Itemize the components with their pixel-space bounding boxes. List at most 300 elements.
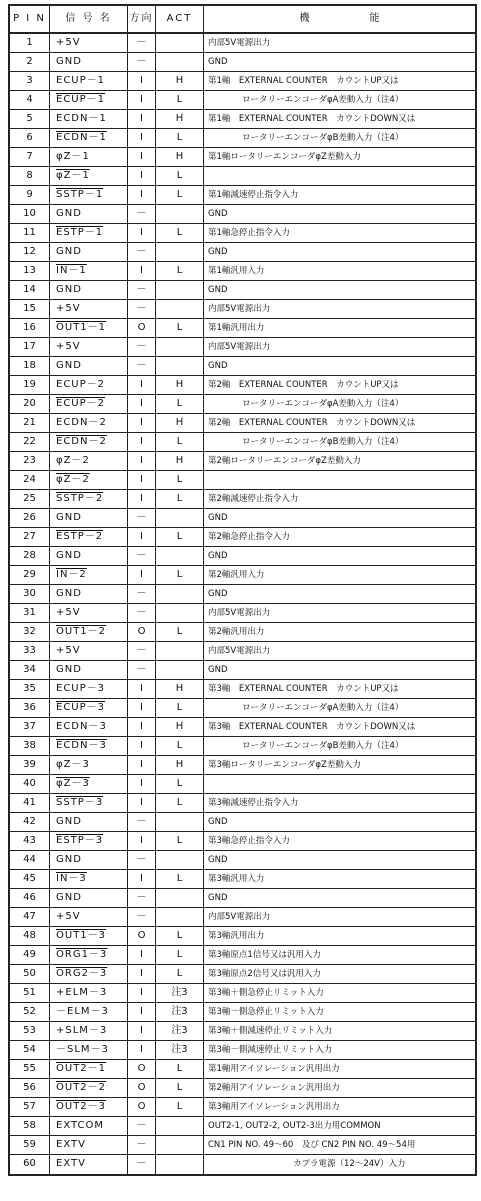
cell-signal [50,452,128,470]
cell-signal [50,946,128,964]
signal-name: OUT1－3 [56,930,107,941]
cell-act: L [156,965,204,983]
cell-signal [50,110,128,128]
cell-direction: － [128,547,156,565]
cell-act: L [156,319,204,337]
cell-act [156,889,204,907]
cell-function: 内部5V電源出力 [204,338,477,356]
signal-name: +SLM－3 [56,1025,108,1036]
table-row [8,186,477,205]
table-row [8,680,477,699]
cell-pin: 18 [8,357,50,375]
cell-function: 第3軸原点2信号又は汎用入力 [204,965,477,983]
table-row [8,1041,477,1060]
cell-function: 第2軸用アイソレーション汎用出力 [204,1079,477,1097]
cell-act: L [156,471,204,489]
cell-signal [50,1060,128,1078]
cell-signal [50,1079,128,1097]
signal-name: SSTP－1 [56,189,104,200]
signal-name: ESTP－1 [56,227,104,238]
cell-signal [50,756,128,774]
cell-signal [50,566,128,584]
table-row [8,699,477,718]
table-row [8,642,477,661]
signal-name: ECUP－3 [56,683,106,694]
cell-direction: I [128,737,156,755]
cell-signal [50,53,128,71]
cell-function: 第1軸急停止指令入力 [204,224,477,242]
cell-pin: 32 [8,623,50,641]
cell-pin: 15 [8,300,50,318]
cell-pin: 56 [8,1079,50,1097]
table-row [8,376,477,395]
signal-name: ESTP－3 [56,835,104,846]
cell-signal [50,72,128,90]
table-row [8,471,477,490]
cell-act [156,300,204,318]
cell-act [156,53,204,71]
cell-direction: － [128,338,156,356]
cell-function: 第3軸 EXTERNAL COUNTER カウントUP又は [204,680,477,698]
table-row [8,34,477,53]
cell-signal [50,281,128,299]
cell-pin: 29 [8,566,50,584]
cell-act: L [156,528,204,546]
cell-act: L [156,1079,204,1097]
cell-pin: 21 [8,414,50,432]
cell-function: GND [204,53,477,71]
header-signal: 信 号 名 [50,6,128,32]
cell-signal [50,737,128,755]
cell-pin: 43 [8,832,50,850]
cell-direction: － [128,585,156,603]
table-row [8,832,477,851]
table-row [8,870,477,889]
cell-act [156,661,204,679]
cell-signal [50,718,128,736]
cell-function: ロータリーエンコーダφA差動入力（注4） [204,91,477,109]
cell-signal [50,509,128,527]
cell-pin: 22 [8,433,50,451]
signal-name: IN－3 [56,873,87,884]
table-row [8,395,477,414]
cell-direction: I [128,718,156,736]
table-row [8,965,477,984]
cell-signal [50,338,128,356]
signal-name: ECDN－1 [56,113,107,124]
cell-act [156,585,204,603]
cell-signal [50,224,128,242]
cell-function [204,775,477,793]
cell-signal [50,129,128,147]
table-row [8,813,477,832]
table-row [8,72,477,91]
signal-name: ECDN－2 [56,417,107,428]
cell-act: L [156,870,204,888]
cell-act [156,851,204,869]
cell-act: L [156,129,204,147]
signal-name: +5V [56,303,81,314]
table-row [8,1079,477,1098]
cell-function: 第2軸汎用出力 [204,623,477,641]
cell-direction: I [128,699,156,717]
cell-direction: － [128,1136,156,1154]
signal-name: +5V [56,645,81,656]
cell-signal [50,889,128,907]
cell-function: 第1軸減速停止指令入力 [204,186,477,204]
cell-function: 第3軸減速停止指令入力 [204,794,477,812]
cell-pin: 27 [8,528,50,546]
table-row [8,452,477,471]
cell-signal [50,1136,128,1154]
cell-pin: 14 [8,281,50,299]
cell-signal [50,395,128,413]
cell-act [156,34,204,52]
cell-direction: I [128,262,156,280]
cell-signal [50,433,128,451]
cell-signal [50,813,128,831]
table-row [8,851,477,870]
signal-name: SSTP－2 [56,493,104,504]
cell-function: 第1軸ロータリーエンコーダφZ差動入力 [204,148,477,166]
signal-name: ECUP－1 [56,94,106,105]
signal-name: ESTP－2 [56,531,104,542]
table-row [8,585,477,604]
table-row [8,1060,477,1079]
cell-act [156,604,204,622]
cell-direction: － [128,243,156,261]
cell-act [156,1136,204,1154]
cell-act [156,357,204,375]
cell-pin: 45 [8,870,50,888]
cell-function: GND [204,281,477,299]
cell-pin: 38 [8,737,50,755]
signal-name: ECUP－2 [56,398,106,409]
cell-pin: 34 [8,661,50,679]
cell-act [156,813,204,831]
signal-name: EXTCOM [56,1120,104,1131]
cell-pin: 19 [8,376,50,394]
cell-direction: I [128,129,156,147]
table-row [8,300,477,319]
cell-act: L [156,699,204,717]
table-row [8,718,477,737]
cell-pin: 28 [8,547,50,565]
cell-direction: O [128,1098,156,1116]
cell-pin: 6 [8,129,50,147]
signal-name: －ELM－3 [56,1006,109,1017]
cell-function: ロータリーエンコーダφB差動入力（注4） [204,129,477,147]
cell-direction: － [128,34,156,52]
cell-direction: － [128,509,156,527]
signal-name: OUT2－1 [56,1063,107,1074]
cell-direction: I [128,490,156,508]
cell-function: 内部5V電源出力 [204,34,477,52]
table-row [8,946,477,965]
cell-pin: 37 [8,718,50,736]
cell-signal [50,547,128,565]
cell-function: 第1軸 EXTERNAL COUNTER カウントDOWN又は [204,110,477,128]
cell-act: L [156,433,204,451]
pin-assignment-table [8,4,477,1176]
cell-pin: 16 [8,319,50,337]
cell-function: GND [204,547,477,565]
cell-direction: I [128,965,156,983]
cell-function: カプラ電源（12～24V）入力 [204,1155,477,1174]
cell-direction: I [128,376,156,394]
cell-direction: － [128,281,156,299]
cell-direction: I [128,452,156,470]
cell-function: ロータリーエンコーダφA差動入力（注4） [204,699,477,717]
cell-pin: 36 [8,699,50,717]
table-row [8,490,477,509]
cell-pin: 53 [8,1022,50,1040]
table-row [8,205,477,224]
cell-act: L [156,1060,204,1078]
cell-pin: 46 [8,889,50,907]
cell-signal [50,243,128,261]
signal-name: ECDN－1 [56,132,107,143]
cell-signal [50,471,128,489]
cell-pin: 20 [8,395,50,413]
signal-name: IN－1 [56,265,87,276]
signal-name: φZ－2 [56,455,90,466]
cell-direction: I [128,1003,156,1021]
signal-name: GND [56,512,82,523]
cell-function: GND [204,851,477,869]
cell-pin: 55 [8,1060,50,1078]
cell-function: CN1 PIN NO. 49～60 及び CN2 PIN NO. 49～54用 [204,1136,477,1154]
cell-function: 第3軸ロータリーエンコーダφZ差動入力 [204,756,477,774]
cell-signal [50,1155,128,1174]
cell-function: GND [204,243,477,261]
signal-name: ECDN－2 [56,436,107,447]
cell-signal [50,490,128,508]
cell-signal [50,34,128,52]
cell-act: L [156,946,204,964]
cell-act: H [156,718,204,736]
signal-name: GND [56,360,82,371]
table-row [8,281,477,300]
table-row [8,148,477,167]
cell-direction: I [128,224,156,242]
cell-direction: － [128,889,156,907]
cell-pin: 17 [8,338,50,356]
signal-name: OUT2－2 [56,1082,107,1093]
table-row [8,357,477,376]
cell-function [204,471,477,489]
cell-pin: 10 [8,205,50,223]
table-row [8,908,477,927]
cell-pin: 1 [8,34,50,52]
cell-direction: － [128,604,156,622]
cell-signal [50,870,128,888]
cell-act: H [156,414,204,432]
cell-function: 第2軸急停止指令入力 [204,528,477,546]
cell-act [156,338,204,356]
cell-pin: 30 [8,585,50,603]
cell-pin: 5 [8,110,50,128]
cell-act: L [156,737,204,755]
cell-direction: － [128,300,156,318]
signal-name: GND [56,664,82,675]
table-row [8,509,477,528]
cell-signal [50,300,128,318]
cell-function: 第2軸汎用入力 [204,566,477,584]
table-row [8,110,477,129]
table-row [8,775,477,794]
table-row [8,927,477,946]
table-row [8,1098,477,1117]
cell-pin: 47 [8,908,50,926]
cell-act [156,205,204,223]
cell-pin: 12 [8,243,50,261]
cell-function: 第3軸＋側急停止リミット入力 [204,984,477,1002]
cell-act [156,1155,204,1174]
signal-name: +5V [56,37,81,48]
cell-direction: I [128,395,156,413]
cell-signal [50,965,128,983]
cell-direction: I [128,1022,156,1040]
cell-pin: 3 [8,72,50,90]
cell-act: H [156,376,204,394]
cell-direction: I [128,414,156,432]
signal-name: EXTV [56,1139,86,1150]
cell-function: ロータリーエンコーダφB差動入力（注4） [204,433,477,451]
cell-signal [50,205,128,223]
signal-name: GND [56,892,82,903]
cell-act: 注3 [156,1041,204,1059]
cell-act: L [156,490,204,508]
header-pin: P I N [8,6,50,32]
table-row [8,1117,477,1136]
cell-direction: － [128,1117,156,1135]
cell-direction: O [128,319,156,337]
table-row [8,1003,477,1022]
table-header [8,6,477,34]
cell-function: GND [204,889,477,907]
cell-pin: 50 [8,965,50,983]
cell-signal [50,262,128,280]
header-direction: 方向 [128,6,156,32]
header-act: ACT [156,6,204,32]
cell-act: 注3 [156,984,204,1002]
cell-function: GND [204,813,477,831]
cell-function: 第3軸－側急停止リミット入力 [204,1003,477,1021]
cell-function: ロータリーエンコーダφB差動入力（注4） [204,737,477,755]
cell-pin: 42 [8,813,50,831]
table-row [8,167,477,186]
cell-direction: I [128,433,156,451]
cell-signal [50,680,128,698]
cell-function: 第2軸ロータリーエンコーダφZ差動入力 [204,452,477,470]
cell-function: 第2軸 EXTERNAL COUNTER カウントDOWN又は [204,414,477,432]
cell-pin: 24 [8,471,50,489]
cell-signal [50,1098,128,1116]
table-row [8,1136,477,1155]
cell-pin: 52 [8,1003,50,1021]
cell-pin: 25 [8,490,50,508]
cell-direction: O [128,1060,156,1078]
cell-direction: I [128,794,156,812]
cell-act: H [156,110,204,128]
signal-name: ECUP－1 [56,75,106,86]
signal-name: GND [56,246,82,257]
cell-function: 第2軸減速停止指令入力 [204,490,477,508]
cell-pin: 11 [8,224,50,242]
cell-signal [50,376,128,394]
cell-direction: I [128,1041,156,1059]
signal-name: OUT1－1 [56,322,107,333]
signal-name: IN－2 [56,569,87,580]
cell-pin: 4 [8,91,50,109]
cell-pin: 48 [8,927,50,945]
cell-pin: 23 [8,452,50,470]
table-row [8,262,477,281]
cell-pin: 51 [8,984,50,1002]
cell-signal [50,604,128,622]
cell-act: L [156,186,204,204]
cell-act: H [156,452,204,470]
table-row [8,623,477,642]
cell-act: H [156,72,204,90]
cell-function: 第3軸汎用出力 [204,927,477,945]
cell-pin: 57 [8,1098,50,1116]
cell-pin: 7 [8,148,50,166]
cell-function: OUT2-1, OUT2-2, OUT2-3出力用COMMON [204,1117,477,1135]
signal-name: GND [56,588,82,599]
cell-signal [50,851,128,869]
table-row [8,129,477,148]
table-row [8,604,477,623]
cell-pin: 58 [8,1117,50,1135]
signal-name: －SLM－3 [56,1044,109,1055]
cell-pin: 33 [8,642,50,660]
cell-signal [50,661,128,679]
table-row [8,889,477,908]
cell-pin: 39 [8,756,50,774]
table-row [8,53,477,72]
cell-act: L [156,91,204,109]
cell-signal [50,167,128,185]
cell-direction: I [128,72,156,90]
cell-function: 第3軸－側減速停止リミット入力 [204,1041,477,1059]
cell-function: 内部5V電源出力 [204,908,477,926]
cell-function: 第1軸汎用出力 [204,319,477,337]
cell-function [204,167,477,185]
signal-name: SSTP－3 [56,797,104,808]
cell-signal [50,908,128,926]
cell-act [156,281,204,299]
cell-signal [50,1003,128,1021]
signal-name: +5V [56,341,81,352]
cell-direction: I [128,946,156,964]
cell-direction: － [128,1155,156,1174]
cell-signal [50,699,128,717]
cell-function: 内部5V電源出力 [204,604,477,622]
cell-signal [50,927,128,945]
cell-signal [50,528,128,546]
cell-pin: 44 [8,851,50,869]
cell-function: 第2軸 EXTERNAL COUNTER カウントUP又は [204,376,477,394]
cell-signal [50,775,128,793]
cell-direction: O [128,927,156,945]
cell-signal [50,1022,128,1040]
cell-function: 第1軸用アイソレーション汎用出力 [204,1060,477,1078]
table-row [8,1022,477,1041]
cell-signal [50,585,128,603]
cell-act: L [156,832,204,850]
